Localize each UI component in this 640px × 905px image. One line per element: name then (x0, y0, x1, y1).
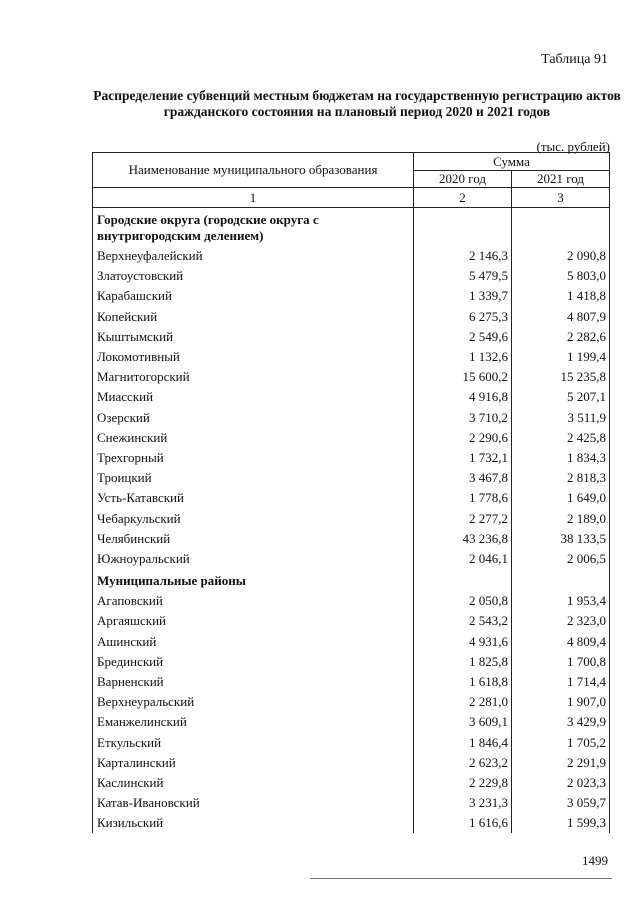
row-value-2021: 1 834,3 (512, 448, 610, 468)
row-value-2021: 2 023,3 (512, 773, 610, 793)
table-row (93, 773, 610, 793)
row-name: Озерский (93, 408, 414, 428)
row-name: Копейский (93, 307, 414, 327)
table-row (93, 307, 610, 327)
row-value-2020: 1 732,1 (414, 448, 512, 468)
row-value-2021: 2 189,0 (512, 508, 610, 528)
row-value-2020: 1 339,7 (414, 286, 512, 306)
row-name: Брединский (93, 652, 414, 672)
row-value-2020: 2 146,3 (414, 246, 512, 266)
table-row (93, 327, 610, 347)
table-row (93, 367, 610, 387)
row-value-2021: 2 090,8 (512, 246, 610, 266)
row-value-2021: 5 803,0 (512, 266, 610, 286)
row-value-2021: 3 059,7 (512, 793, 610, 813)
row-value-2020: 1 825,8 (414, 652, 512, 672)
row-value-2021: 1 649,0 (512, 488, 610, 508)
row-value-2021: 15 235,8 (512, 367, 610, 387)
footer-divider (310, 878, 612, 879)
row-name: Карабашский (93, 286, 414, 306)
column-number-3: 3 (512, 188, 610, 208)
table-row (93, 448, 610, 468)
row-name: Кизильский (93, 813, 414, 833)
column-header-2020: 2020 год (414, 170, 512, 188)
row-name: Еманжелинский (93, 712, 414, 732)
table-row (93, 632, 610, 652)
row-value-2020: 43 236,8 (414, 529, 512, 549)
table-row (93, 611, 610, 631)
row-value-2021: 5 207,1 (512, 387, 610, 407)
row-name: Каслинский (93, 773, 414, 793)
table-row (93, 529, 610, 549)
row-name: Челябинский (93, 529, 414, 549)
row-name: Златоустовский (93, 266, 414, 286)
section-title-urban: Городские округа (городские округа с внутригородским делением) (93, 208, 414, 247)
row-value-2021: 1 907,0 (512, 692, 610, 712)
row-value-2020: 1 846,4 (414, 733, 512, 753)
page-number: 1499 (582, 853, 608, 868)
table-row (93, 508, 610, 528)
row-name: Усть-Катавский (93, 488, 414, 508)
row-value-2020: 2 277,2 (414, 508, 512, 528)
row-value-2020: 2 050,8 (414, 591, 512, 611)
row-value-2020: 4 931,6 (414, 632, 512, 652)
section-row-urban (93, 208, 610, 247)
row-value-2021: 2 425,8 (512, 428, 610, 448)
table-row (93, 813, 610, 833)
row-name: Варненский (93, 672, 414, 692)
row-name: Еткульский (93, 733, 414, 753)
row-value-2021: 3 429,9 (512, 712, 610, 732)
row-name: Карталинский (93, 753, 414, 773)
row-name: Агаповский (93, 591, 414, 611)
row-value-2020: 3 710,2 (414, 408, 512, 428)
row-value-2021: 4 809,4 (512, 632, 610, 652)
row-value-2021: 1 199,4 (512, 347, 610, 367)
row-name: Троицкий (93, 468, 414, 488)
row-value-2020: 1 618,8 (414, 672, 512, 692)
row-value-2020: 1 778,6 (414, 488, 512, 508)
row-value-2020: 2 543,2 (414, 611, 512, 631)
section-title-districts: Муниципальные районы (93, 569, 414, 591)
column-number-2: 2 (414, 188, 512, 208)
row-name: Аргаяшский (93, 611, 414, 631)
row-name: Катав-Ивановский (93, 793, 414, 813)
row-value-2021: 1 418,8 (512, 286, 610, 306)
row-value-2020: 5 479,5 (414, 266, 512, 286)
table-row (93, 591, 610, 611)
row-name: Верхнеуфалейский (93, 246, 414, 266)
subsidy-table (92, 152, 610, 833)
row-name: Снежинский (93, 428, 414, 448)
table-row (93, 246, 610, 266)
table-row (93, 286, 610, 306)
table-row (93, 549, 610, 569)
row-value-2021: 1 714,4 (512, 672, 610, 692)
row-name: Кыштымский (93, 327, 414, 347)
column-number-1: 1 (93, 188, 414, 208)
row-value-2021: 38 133,5 (512, 529, 610, 549)
table-row (93, 733, 610, 753)
row-value-2021: 2 323,0 (512, 611, 610, 631)
table-body (93, 208, 610, 834)
row-value-2020: 6 275,3 (414, 307, 512, 327)
units-label: (тыс. рублей) (536, 139, 610, 154)
row-name: Верхнеуральский (93, 692, 414, 712)
row-value-2021: 1 700,8 (512, 652, 610, 672)
row-name: Ашинский (93, 632, 414, 652)
row-name: Трехгорный (93, 448, 414, 468)
row-name: Магнитогорский (93, 367, 414, 387)
table-row (93, 712, 610, 732)
column-header-name: Наименование муниципального образования (93, 153, 414, 188)
row-value-2020: 2 290,6 (414, 428, 512, 448)
row-value-2021: 1 599,3 (512, 813, 610, 833)
table-row (93, 266, 610, 286)
table-number: Таблица 91 (541, 52, 608, 67)
table-row (93, 672, 610, 692)
row-value-2020: 1 616,6 (414, 813, 512, 833)
row-value-2021: 3 511,9 (512, 408, 610, 428)
row-value-2020: 15 600,2 (414, 367, 512, 387)
row-value-2021: 1 953,4 (512, 591, 610, 611)
table-row (93, 753, 610, 773)
table-row (93, 347, 610, 367)
row-value-2021: 2 006,5 (512, 549, 610, 569)
column-header-2021: 2021 год (512, 170, 610, 188)
row-value-2020: 2 623,2 (414, 753, 512, 773)
row-value-2020: 1 132,6 (414, 347, 512, 367)
row-value-2020: 2 549,6 (414, 327, 512, 347)
row-value-2020: 4 916,8 (414, 387, 512, 407)
row-value-2021: 4 807,9 (512, 307, 610, 327)
row-value-2021: 2 291,9 (512, 753, 610, 773)
table-row (93, 387, 610, 407)
row-value-2020: 3 609,1 (414, 712, 512, 732)
row-name: Чебаркульский (93, 508, 414, 528)
section-row-districts (93, 569, 610, 591)
row-value-2020: 2 229,8 (414, 773, 512, 793)
row-value-2020: 3 231,3 (414, 793, 512, 813)
table-row (93, 488, 610, 508)
row-value-2020: 2 281,0 (414, 692, 512, 712)
row-value-2020: 2 046,1 (414, 549, 512, 569)
table-row (93, 793, 610, 813)
table-row (93, 468, 610, 488)
row-value-2021: 2 282,6 (512, 327, 610, 347)
row-value-2021: 1 705,2 (512, 733, 610, 753)
document-title: Распределение субвенций местным бюджетам на государственную регистрацию актов гражданского состояния на плановый период 2020 и 2021 годов (93, 88, 621, 119)
table-row (93, 408, 610, 428)
row-name: Южноуральский (93, 549, 414, 569)
row-name: Локомотивный (93, 347, 414, 367)
row-name: Миасский (93, 387, 414, 407)
row-value-2021: 2 818,3 (512, 468, 610, 488)
column-header-sum: Сумма (414, 153, 610, 171)
table-row (93, 428, 610, 448)
row-value-2020: 3 467,8 (414, 468, 512, 488)
table-row (93, 692, 610, 712)
table-row (93, 652, 610, 672)
